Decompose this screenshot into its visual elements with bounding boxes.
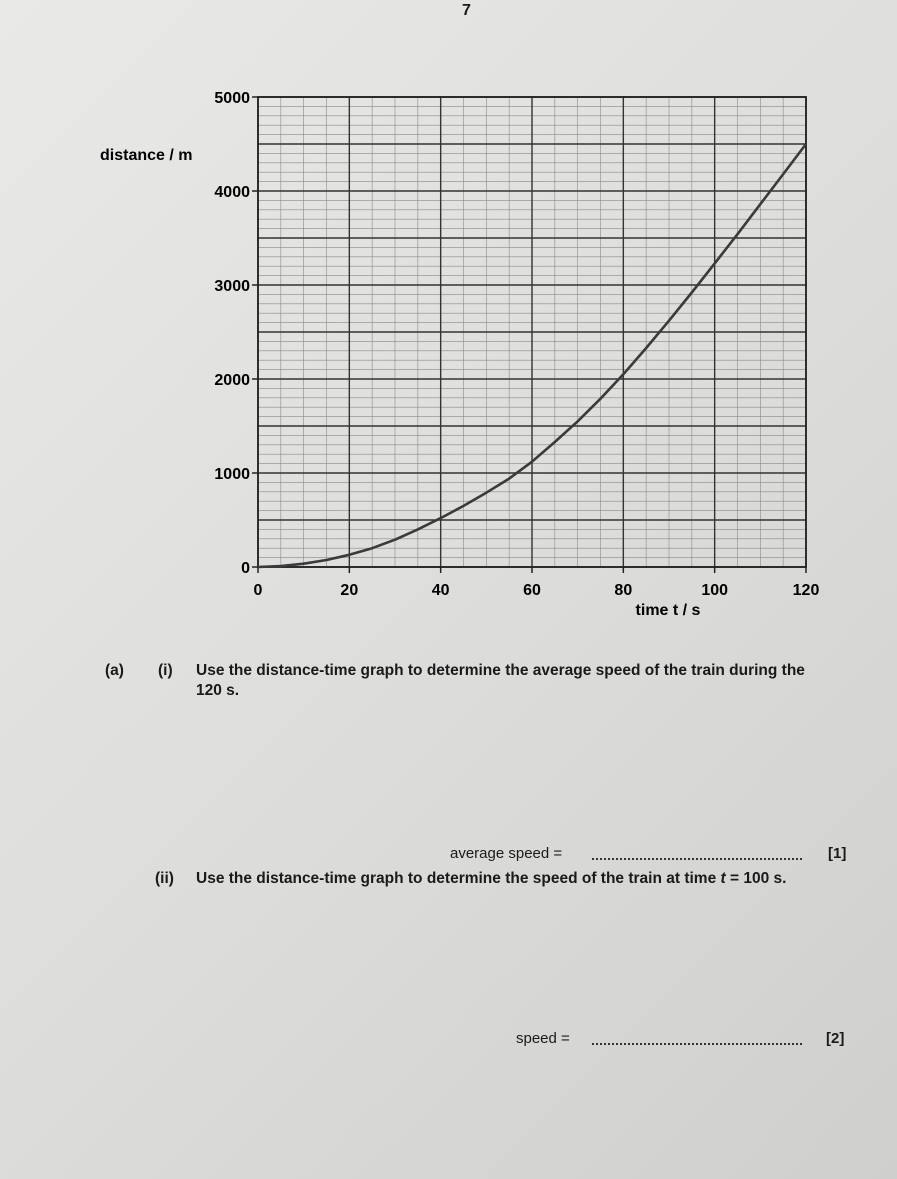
part-i-label: (i) [158, 662, 173, 679]
part-ii-text-before: Use the distance-time graph to determine the speed of the train at time [196, 870, 717, 887]
page-number: 7 [462, 2, 471, 19]
average-speed-label: average speed = [450, 845, 563, 862]
y-axis-label: distance / m [100, 147, 193, 164]
x-tick-label: 100 [701, 582, 729, 599]
y-tick-label: 2000 [214, 372, 250, 389]
x-tick-label: 60 [523, 582, 541, 599]
x-tick-label: 20 [340, 582, 359, 599]
x-tick-label: 0 [253, 582, 263, 599]
part-ii-var: t [720, 870, 726, 887]
y-tick-label: 1000 [214, 466, 250, 483]
part-ii-marks: [2] [826, 1030, 845, 1047]
part-i-marks: [1] [828, 845, 847, 862]
ticks [214, 90, 819, 599]
y-tick-label: 5000 [214, 90, 250, 107]
y-tick-label: 3000 [214, 278, 250, 295]
part-i-text-line1: Use the distance-time graph to determine the average speed of the train during the [196, 662, 805, 679]
speed-label: speed = [516, 1030, 570, 1047]
x-tick-label: 40 [431, 582, 450, 599]
x-axis-label: time t / s [635, 602, 701, 619]
part-ii-label: (ii) [155, 870, 174, 887]
part-ii-text [196, 870, 786, 888]
y-tick-label: 4000 [214, 184, 250, 201]
question-a-label: (a) [105, 662, 124, 679]
speed-answer-line[interactable] [592, 1043, 802, 1045]
x-tick-label: 120 [792, 582, 820, 599]
y-tick-label: 0 [241, 560, 250, 577]
average-speed-answer-line[interactable] [592, 858, 802, 860]
x-tick-label: 80 [614, 582, 633, 599]
part-ii-text-after: = 100 s. [730, 870, 787, 887]
part-i-text-line2: 120 s. [196, 682, 240, 699]
grid-major [258, 97, 806, 567]
